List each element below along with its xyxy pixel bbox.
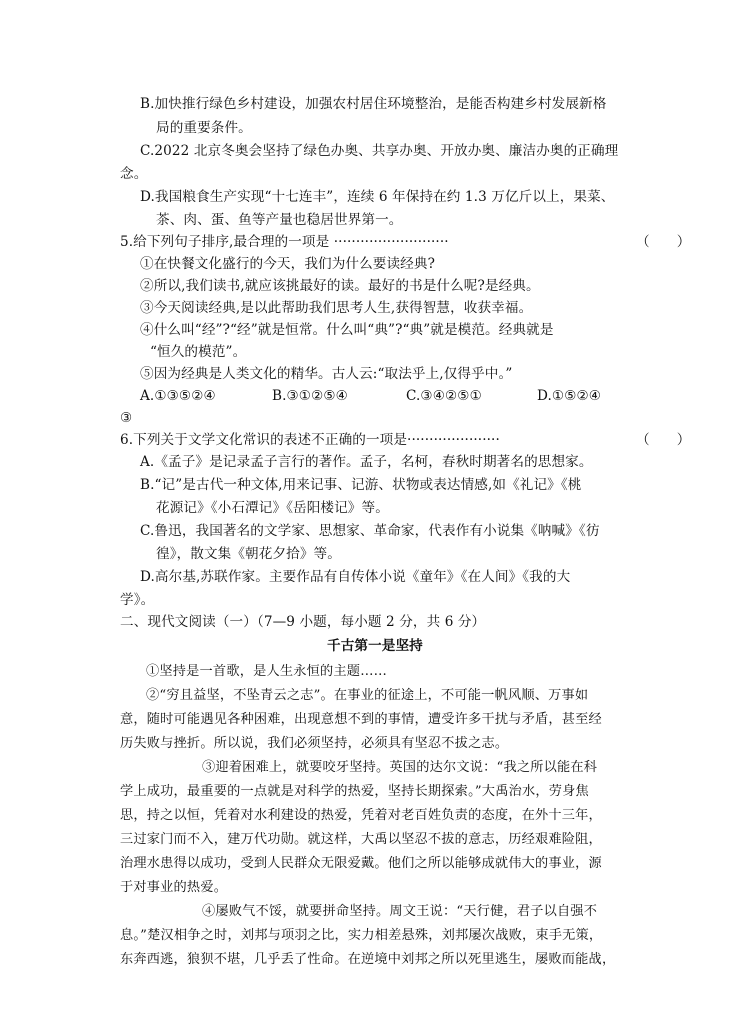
paragraph-3-line6: 于对事业的热爱。	[120, 880, 228, 895]
paragraph-2-line3: 历失败与挫折。所以说，我们必须坚持，必须具有坚忍不拔之志。	[120, 736, 509, 751]
q5-sentence-4-line2: “恒久的模范”。	[150, 344, 247, 360]
paragraph-1: ①坚持是一首歌，是人生永恒的主题……	[146, 664, 387, 679]
question-6-answer-paren: （ ）	[636, 432, 691, 448]
article-title: 千古第一是坚持	[327, 638, 423, 654]
paragraph-3-line1: ③迎着困难上，就要咬牙坚持。英国的达尔文说：“我之所以能在科	[202, 760, 598, 775]
q6-option-c-line2: 徨》，散文集《朝花夕拾》等。	[156, 546, 341, 562]
option-d-line2: 茶、肉、蛋、鱼等产量也稳居世界第一。	[156, 212, 403, 228]
q6-option-c-line1: C.鲁迅，我国著名的文学家、思想家、革命家，代表作有小说集《呐喊》《彷	[140, 523, 600, 539]
section-2-heading: 二、现代文阅读（一）（7—9 小题，每小题 2 分，共 6 分）	[120, 614, 486, 630]
q6-option-d-line2: 学》。	[120, 592, 155, 608]
q6-option-b-line1: B.“记”是古代一种文体,用来记事、记游、状物或表达情感,如《礼记》《桃	[140, 477, 582, 493]
q5-option-d-wrap: ③	[120, 410, 133, 426]
question-6-stem: 6.下列关于文学文化常识的表述不正确的一项是·····················	[120, 432, 500, 448]
q5-sentence-1: ①在快餐文化盛行的今天，我们为什么要读经典?	[140, 256, 435, 272]
option-c-line2: 念。	[120, 166, 148, 182]
option-d-line1: D.我国粮食生产实现“十七连丰”，连续 6 年保持在约 1.3 万亿斤以上，果菜、	[140, 189, 615, 205]
paragraph-2-line2: 意，随时可能遇见各种困难，出现意想不到的事情，遭受许多干扰与矛盾，甚至经	[120, 712, 602, 727]
paragraph-3-line2: 学上成功，最重要的一点就是对科学的热爱，坚持长期探索。”大禹治水，劳身焦	[120, 784, 589, 799]
q6-option-d-line1: D.高尔基,苏联作家。主要作品有自传体小说《童年》《在人间》《我的大	[140, 569, 571, 585]
q6-option-b-line2: 花源记》《小石潭记》《岳阳楼记》等。	[156, 500, 389, 516]
option-b-line2: 局的重要条件。	[156, 120, 252, 136]
paragraph-4-line1: ④屡败气不馁，就要拼命坚持。周文王说：“天行健，君子以自强不	[202, 904, 598, 919]
paragraph-3-line4: 三过家门而不入，建万代功勋。就这样，大禹以坚忍不拔的意志，历经艰难险阻，	[120, 832, 602, 847]
option-c-line1: C.2022 北京冬奥会坚持了绿色办奥、共享办奥、开放办奥、廉洁办奥的正确理	[140, 143, 619, 159]
q5-option-a: A.①③⑤②④	[140, 388, 216, 404]
paragraph-3-line5: 治理水患得以成功，受到人民群众无限爱戴。他们之所以能够成就伟大的事业，源	[120, 856, 602, 871]
q5-option-c: C.③④②⑤①	[406, 388, 482, 404]
q5-sentence-3: ③今天阅读经典,是以此帮助我们思考人生,获得智慧，收获幸福。	[140, 300, 533, 316]
paragraph-4-line2: 息。”楚汉相争之时，刘邦与项羽之比，实力相差悬殊，刘邦屡次战败，束手无策，	[120, 928, 603, 943]
paragraph-3-line3: 思，持之以恒，凭着对水利建设的热爱，凭着对老百姓负责的态度，在外十三年，	[120, 808, 602, 823]
q6-option-a: A.《孟子》是记录孟子言行的著作。孟子，名柯，春秋时期著名的思想家。	[140, 454, 593, 470]
q5-option-b: B.③①②⑤④	[272, 388, 348, 404]
q5-sentence-4-line1: ④什么叫“经”?“经”就是恒常。什么叫“典”?“典”就是模范。经典就是	[140, 322, 554, 338]
paragraph-2-line1: ②“穷且益坚，不坠青云之志”。在事业的征途上，不可能一帆风顺、万事如	[146, 688, 589, 703]
q5-option-d: D.①⑤②④	[537, 388, 602, 404]
paragraph-4-line3: 东奔西逃，狼狈不堪，几乎丢了性命。在逆境中刘邦之所以死里逃生，屡败而能战，	[120, 952, 616, 967]
option-b-line1: B.加快推行绿色乡村建设，加强农村居住环境整治，是能否构建乡村发展新格	[140, 96, 607, 112]
q5-sentence-5: ⑤因为经典是人类文化的精华。古人云:“取法乎上,仅得乎中。”	[140, 366, 513, 382]
question-5-answer-paren: （ ）	[636, 234, 691, 250]
q5-sentence-2: ②所以,我们读书,就应该挑最好的读。最好的书是什么呢?是经典。	[140, 278, 540, 294]
question-5-stem: 5.给下列句子排序,最合理的一项是 ··························	[120, 234, 449, 250]
